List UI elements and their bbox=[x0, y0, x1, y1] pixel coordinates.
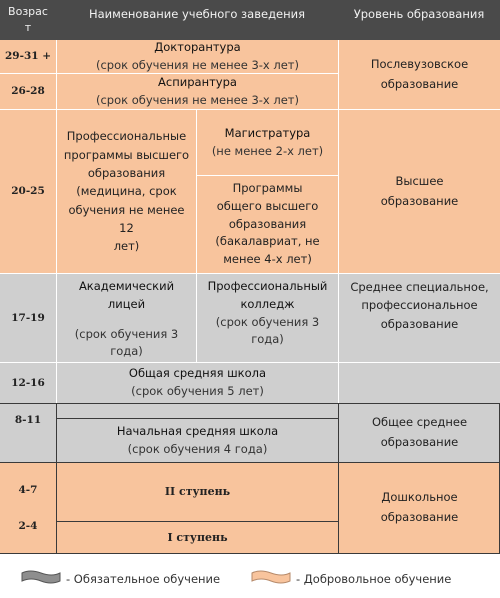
primary-title: Начальная средняя школа bbox=[116, 423, 279, 438]
level-empty bbox=[339, 363, 500, 403]
stage2-cell bbox=[57, 463, 338, 521]
legend-voluntary: - Добровольное обучение bbox=[296, 572, 452, 586]
age-20-25 bbox=[0, 110, 56, 273]
divider bbox=[338, 404, 339, 553]
prof-higher-line: образования bbox=[87, 165, 166, 180]
level-postgraduate bbox=[339, 40, 500, 109]
header-level bbox=[338, 0, 500, 40]
general-higher-line: (бакалавриат, не bbox=[215, 234, 320, 249]
level-line: образование bbox=[380, 510, 459, 524]
age-label: 8-11 bbox=[14, 414, 42, 426]
general-secondary-note: (срок обучения 5 лет) bbox=[131, 384, 264, 398]
general-secondary-cell bbox=[57, 363, 338, 403]
level-line: Послевузовское bbox=[370, 56, 469, 71]
primary-note: (срок обучения 4 года) bbox=[127, 441, 268, 456]
college-title: колледж bbox=[240, 296, 295, 311]
age-label: 20-25 bbox=[11, 185, 45, 198]
age-preschool bbox=[0, 463, 56, 553]
primary-top-strip bbox=[57, 404, 338, 418]
aspirantura-title: Аспирантура bbox=[158, 74, 237, 89]
aspirantura-note: (срок обучения не менее 3-х лет) bbox=[96, 92, 299, 107]
college-note: (срок обучения 3 bbox=[215, 314, 320, 329]
prof-higher-line: программы высшего bbox=[63, 147, 190, 162]
general-higher-line: Программы bbox=[232, 180, 303, 195]
prof-higher-line: (медицина, срок bbox=[76, 184, 177, 199]
lyceum-note: (срок обучения 3 bbox=[74, 326, 179, 341]
aspirantura-cell bbox=[57, 74, 338, 109]
age-29-31 bbox=[0, 40, 56, 73]
lyceum-note: года) bbox=[110, 344, 143, 359]
age-26-28 bbox=[0, 74, 56, 109]
general-higher-cell bbox=[197, 176, 338, 273]
divider bbox=[57, 418, 338, 419]
level-line: Среднее специальное, bbox=[350, 280, 489, 294]
level-general bbox=[339, 404, 500, 462]
level-line: образование bbox=[380, 435, 459, 449]
header-age bbox=[0, 0, 56, 40]
prof-higher-line: обучения не менее 12 bbox=[68, 202, 185, 236]
age-label: 12-16 bbox=[11, 376, 45, 389]
age-label: 29-31 + bbox=[4, 50, 52, 63]
doctorate-cell bbox=[57, 40, 338, 73]
age-label: 4-7 bbox=[18, 483, 38, 496]
level-higher bbox=[339, 110, 500, 273]
level-preschool bbox=[339, 463, 500, 553]
level-line: Общее среднее bbox=[371, 415, 468, 430]
age-17-19 bbox=[0, 274, 56, 362]
age-label: 17-19 bbox=[11, 311, 45, 324]
magistracy-cell bbox=[197, 110, 338, 175]
header-institution-label: Наименование учебного заведения bbox=[88, 7, 306, 21]
level-line: профессиональное bbox=[361, 298, 478, 313]
legend-mandatory: - Обязательное обучение bbox=[66, 572, 221, 586]
level-special bbox=[339, 274, 500, 362]
stage2-label: II ступень bbox=[164, 485, 231, 499]
age-8-11 bbox=[0, 404, 56, 462]
stage1-label: I ступень bbox=[167, 530, 228, 544]
general-higher-line: образования bbox=[228, 216, 307, 231]
divider bbox=[57, 521, 338, 522]
magistracy-title: Магистратура bbox=[224, 125, 311, 140]
general-higher-line: менее 4-х лет) bbox=[223, 252, 312, 267]
age-label: 26-28 bbox=[11, 85, 45, 98]
general-higher-line: общего высшего bbox=[216, 198, 319, 213]
stage1-cell bbox=[57, 522, 338, 553]
primary-cell bbox=[57, 419, 338, 462]
college-cell bbox=[197, 274, 338, 362]
divider bbox=[0, 403, 500, 404]
general-secondary-title: Общая средняя школа bbox=[128, 366, 267, 381]
mandatory-legend-swatch bbox=[20, 569, 62, 585]
magistracy-note: (не менее 2-х лет) bbox=[211, 143, 324, 158]
divider bbox=[56, 404, 57, 553]
lyceum-cell bbox=[57, 274, 196, 362]
voluntary-legend-swatch bbox=[250, 569, 292, 585]
prof-higher-cell bbox=[57, 110, 196, 273]
divider bbox=[0, 462, 500, 463]
doctorate-title: Докторантура bbox=[154, 39, 241, 54]
header-institution bbox=[56, 0, 338, 40]
level-line: Дошкольное bbox=[381, 490, 458, 505]
level-line: образование bbox=[380, 76, 459, 91]
header-age-label: Возраст bbox=[8, 4, 48, 34]
doctorate-note: (срок обучения не менее 3-х лет) bbox=[96, 57, 299, 72]
age-label: 2-4 bbox=[18, 520, 38, 532]
prof-higher-line: Профессиональные bbox=[66, 129, 187, 144]
age-12-16 bbox=[0, 363, 56, 403]
header-level-label: Уровень образования bbox=[353, 7, 485, 21]
level-line: образование bbox=[380, 316, 459, 331]
prof-higher-line: лет) bbox=[113, 239, 140, 254]
college-note: года) bbox=[251, 332, 284, 347]
level-line: образование bbox=[380, 193, 459, 208]
level-line: Высшее bbox=[395, 173, 444, 188]
divider bbox=[0, 553, 500, 554]
college-title: Профессиональный bbox=[207, 279, 328, 293]
lyceum-title: Академический лицей bbox=[78, 279, 175, 311]
